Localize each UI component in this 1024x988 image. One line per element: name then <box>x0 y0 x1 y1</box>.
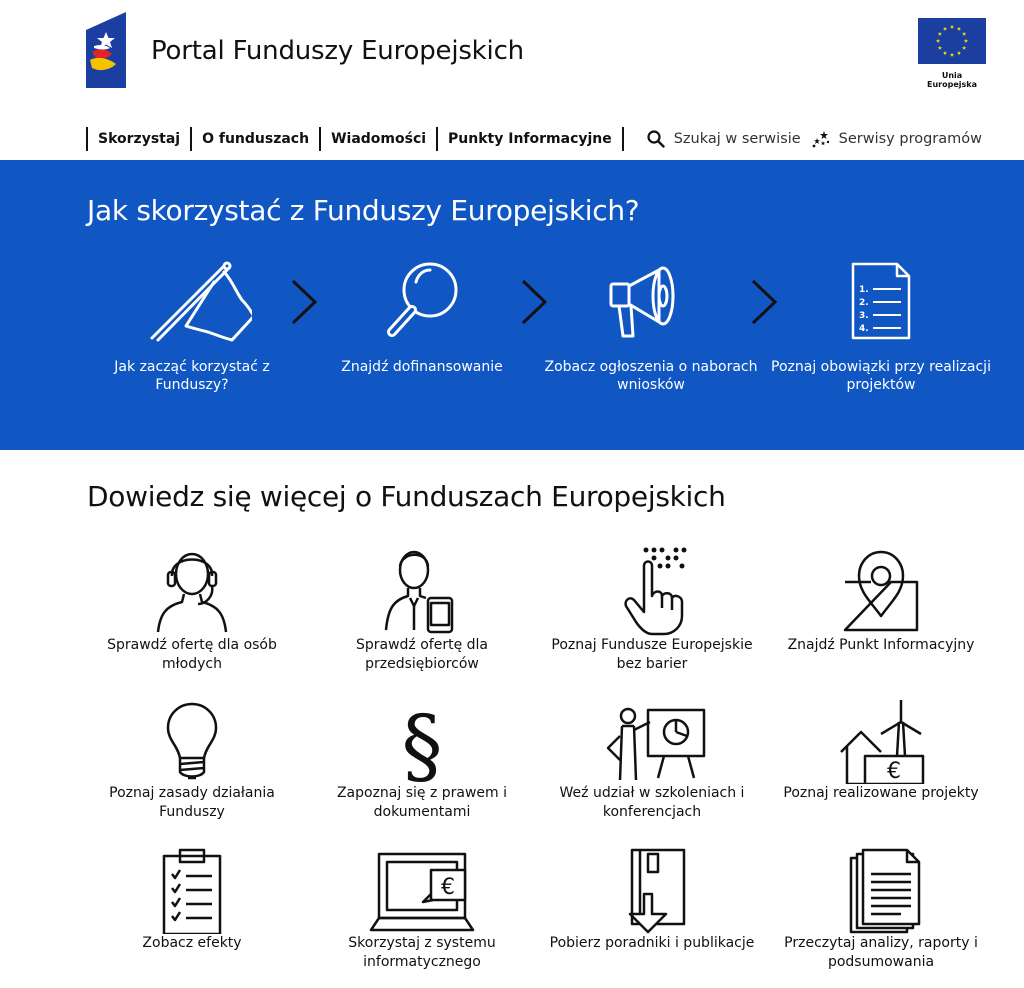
house-windmill-euro-icon <box>831 700 931 784</box>
tile-training[interactable] <box>537 700 767 822</box>
site-title[interactable]: Portal Funduszy Europejskich <box>151 36 524 66</box>
step-label: Poznaj obowiązki przy realizacji projektów <box>771 359 991 393</box>
tile-young-people[interactable] <box>77 546 307 674</box>
search-label: Szukaj w serwisie <box>673 131 801 147</box>
tile-label: Poznaj realizowane projekty <box>783 785 979 801</box>
presentation-icon <box>592 700 712 784</box>
step-find-funding[interactable] <box>307 260 537 376</box>
svg-text:€: € <box>441 875 455 900</box>
programs-link[interactable] <box>811 129 982 149</box>
tile-label: Poznaj zasady działania Funduszy <box>109 785 275 820</box>
section-title: Dowiedz się więcej o Funduszach Europejskich <box>87 480 726 513</box>
utility-nav <box>646 126 982 152</box>
tile-rules[interactable] <box>77 700 307 822</box>
tile-guides[interactable] <box>537 848 767 953</box>
clipboard-checklist-icon <box>142 848 242 934</box>
megaphone-icon <box>591 260 711 344</box>
tile-reports[interactable] <box>766 848 996 972</box>
svg-text:3.: 3. <box>859 311 869 321</box>
tile-projects[interactable] <box>766 700 996 803</box>
magnifier-icon <box>362 260 482 344</box>
programs-stars-icon <box>811 129 831 149</box>
hero-section <box>0 160 1024 450</box>
tile-no-barriers[interactable] <box>537 546 767 674</box>
tile-label: Znajdź Punkt Informacyjny <box>787 637 975 653</box>
flag-icon <box>132 260 252 344</box>
paragraph-icon <box>372 700 472 784</box>
step-calls[interactable] <box>536 260 766 394</box>
step-obligations[interactable] <box>766 260 996 394</box>
site-header <box>0 0 1024 160</box>
tile-label: Weź udział w szkoleniach i konferencjach <box>559 785 745 820</box>
eu-flag-icon <box>918 18 986 64</box>
eu-label: Unia Europejska <box>927 71 977 89</box>
nav-item-skorzystaj[interactable]: Skorzystaj <box>98 131 181 147</box>
tile-label: Pobierz poradniki i publikacje <box>549 935 755 951</box>
braille-hand-icon <box>602 546 702 636</box>
step-label: Jak zacząć korzystać z Funduszy? <box>114 359 270 393</box>
hero-title: Jak skorzystać z Funduszy Europejskich? <box>87 194 640 227</box>
eu-logo <box>918 18 986 89</box>
tile-results[interactable] <box>77 848 307 953</box>
nav-item-wiadomosci[interactable]: Wiadomości <box>331 131 427 147</box>
computer-euro-icon <box>367 848 477 934</box>
svg-text:1.: 1. <box>859 285 869 295</box>
step-start[interactable] <box>77 260 307 394</box>
nav-divider <box>622 127 624 151</box>
search-icon <box>646 129 666 149</box>
svg-text:4.: 4. <box>859 324 869 334</box>
tile-label: Zobacz efekty <box>142 935 242 951</box>
nav-item-punkty[interactable]: Punkty Informacyjne <box>448 131 612 147</box>
tile-it-system[interactable] <box>307 848 537 972</box>
young-person-headphones-icon <box>142 546 242 636</box>
tile-label: Przeczytaj analizy, raporty i podsumowania <box>784 935 978 970</box>
tile-label: Sprawdź ofertę dla osób młodych <box>107 637 277 672</box>
svg-text:€: € <box>887 759 901 784</box>
checklist-document-icon <box>821 260 941 344</box>
book-download-icon <box>602 848 702 934</box>
step-label: Znajdź dofinansowanie <box>341 359 503 375</box>
svg-text:§: § <box>401 700 443 784</box>
tile-label: Sprawdź ofertę dla przedsiębiorców <box>355 637 488 672</box>
funds-logo-icon[interactable] <box>86 12 126 88</box>
tile-info-point[interactable] <box>766 546 996 655</box>
tile-law[interactable] <box>307 700 537 822</box>
businessman-phone-icon <box>372 546 472 636</box>
step-label: Zobacz ogłoszenia o naborach wniosków <box>544 359 758 393</box>
main-nav <box>86 126 624 152</box>
tile-entrepreneurs[interactable] <box>307 546 537 674</box>
tile-label: Skorzystaj z systemu informatycznego <box>348 935 496 970</box>
documents-stack-icon <box>831 848 931 934</box>
tile-label: Poznaj Fundusze Europejskie bez barier <box>551 637 753 672</box>
nav-item-o-funduszach[interactable]: O funduszach <box>202 131 310 147</box>
tile-label: Zapoznaj się z prawem i dokumentami <box>336 785 508 820</box>
light-bulb-icon <box>142 700 242 784</box>
programs-label: Serwisy programów <box>838 131 982 147</box>
svg-text:2.: 2. <box>859 298 869 308</box>
search-link[interactable] <box>646 129 801 149</box>
map-pin-icon <box>831 546 931 636</box>
